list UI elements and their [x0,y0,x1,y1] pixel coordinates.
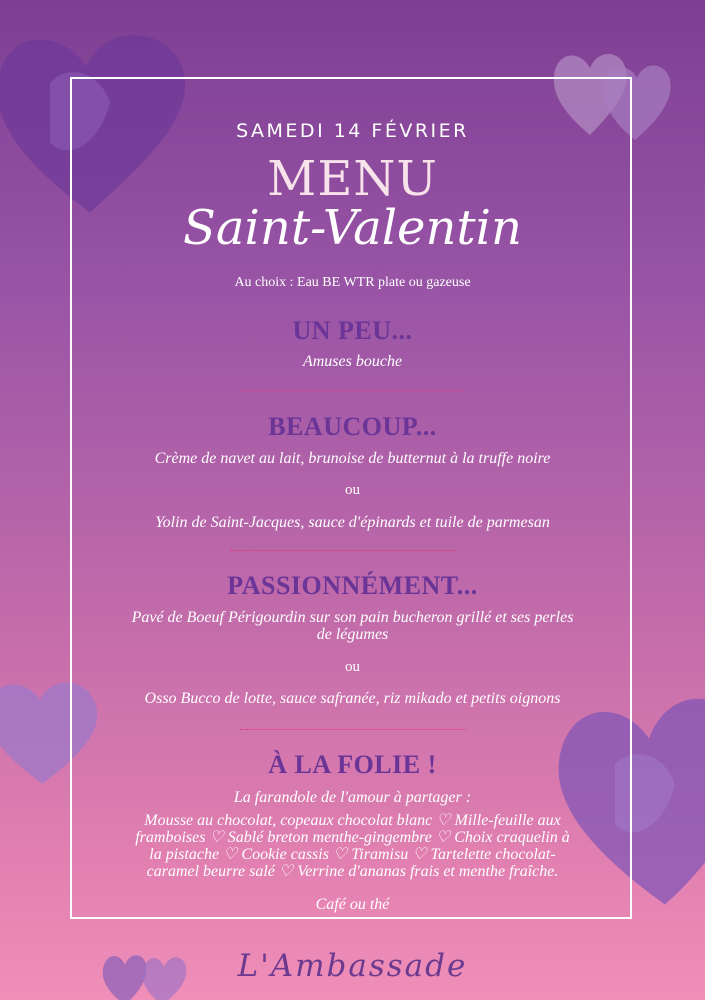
dessert-line: Mousse au chocolat, copeaux chocolat blanc ♡ Mille-feuille aux [144,812,561,829]
menu-item: Amuses bouche [302,353,403,370]
dessert-intro: La farandole de l'amour à partager : [233,789,472,806]
section-heading-a-la-folie: À LA FOLIE ! [268,750,437,779]
menu-item: Yolin de Saint-Jacques, sauce d'épinards et tuile de parmesan [155,514,550,531]
dessert-line: caramel beurre salé ♡ Verrine d'ananas frais et menthe fraîche. [146,863,559,880]
dessert-line: framboises ♡ Sablé breton menthe-gingembre ♡ Choix craquelin à [135,829,570,846]
divider [242,390,464,391]
page-title: Saint-Valentin [183,200,522,256]
divider [230,550,456,551]
menu-heading: MENU [267,151,438,207]
or-separator: ou [345,482,360,498]
drinks-choice: Au choix : Eau BE WTR plate ou gazeuse [234,275,471,290]
section-heading-beaucoup: BEAUCOUP... [268,412,437,441]
menu-item: Osso Bucco de lotte, sauce safranée, riz mikado et petits oignons [144,690,561,707]
menu-item: Crème de navet au lait, brunoise de butternut à la truffe noire [154,450,551,467]
coffee-or-tea: Café ou thé [315,896,390,913]
section-heading-un-peu: UN PEU... [292,316,413,345]
divider [240,729,466,730]
dessert-line: la pistache ♡ Cookie cassis ♡ Tiramisu ♡ Tartelette chocolat- [149,846,556,863]
menu-item: de légumes [316,626,389,643]
restaurant-brand: L'Ambassade [237,948,468,984]
event-date: SAMEDI 14 FÉVRIER [236,120,469,142]
section-heading-passionnement: PASSIONNÉMENT... [227,571,478,600]
or-separator: ou [345,659,360,675]
menu-item: Pavé de Boeuf Périgourdin sur son pain bucheron grillé et ses perles [131,609,574,626]
